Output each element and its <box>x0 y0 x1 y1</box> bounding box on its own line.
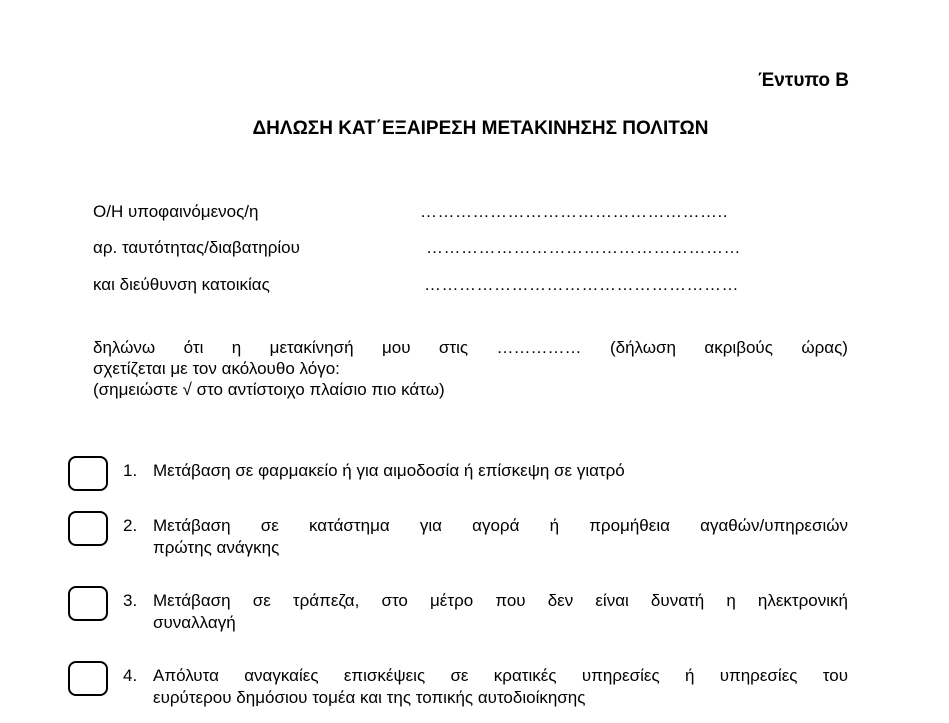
form-id-label: Έντυπο Β <box>758 70 849 91</box>
declaration-word: ώρας) <box>801 338 848 357</box>
reason-number: 3. <box>123 591 138 610</box>
name-label: Ο/Η υποφαινόμενος/η <box>93 202 259 221</box>
declaration-word: δηλώνω <box>93 338 156 357</box>
form-title: ΔΗΛΩΣΗ ΚΑΤ΄ΕΞΑΙΡΕΣΗ ΜΕΤΑΚΙΝΗΣΗΣ ΠΟΛΙΤΩΝ <box>252 118 709 139</box>
name-field <box>93 202 728 222</box>
declaration-instruction: (σημειώστε √ στο αντίστοιχο πλαίσιο πιο κάτω) <box>93 380 445 399</box>
reason-text: Μετάβαση σε κατάστημα για αγορά ή προμήθεια αγαθών/υπηρεσιών <box>153 516 848 535</box>
time-input-line[interactable]: …………… <box>496 338 582 357</box>
declaration-word: η <box>231 338 242 357</box>
id-input-line[interactable]: ……………………………………………… <box>426 238 741 257</box>
reason-checkbox-1[interactable] <box>68 456 108 491</box>
declaration-word: (δήλωση <box>609 338 676 357</box>
reason-checkbox-2[interactable] <box>68 511 108 546</box>
id-label: αρ. ταυτότητας/διαβατηρίου <box>93 238 300 257</box>
declaration-line-2: σχετίζεται με τον ακόλουθο λόγο: <box>93 359 340 378</box>
name-input-line[interactable]: …………………………………………….. <box>420 202 728 221</box>
id-field <box>93 238 741 258</box>
reason-number: 4. <box>123 666 138 685</box>
reason-text-continued: συναλλαγή <box>153 613 236 632</box>
reason-text: Μετάβαση σε τράπεζα, στο μέτρο που δεν είναι δυνατή η ηλεκτρονική <box>153 591 848 610</box>
declaration-word: ακριβούς <box>704 338 773 357</box>
declaration-word: μετακίνησή <box>269 338 354 357</box>
declaration-text <box>93 337 848 400</box>
reason-number: 1. <box>123 461 138 480</box>
declaration-line-1 <box>93 337 848 358</box>
reason-number: 2. <box>123 516 138 535</box>
reason-text: Απόλυτα αναγκαίες επισκέψεις σε κρατικές υπηρεσίες ή υπηρεσίες του <box>153 666 848 685</box>
address-field <box>93 275 739 295</box>
reason-text-continued: ευρύτερου δημόσιου τομέα και της τοπικής αυτοδιοίκησης <box>153 688 586 707</box>
declaration-word: μου <box>381 338 411 357</box>
declaration-word: ότι <box>183 338 204 357</box>
address-input-line[interactable]: ……………………………………………… <box>424 275 739 294</box>
reason-checkbox-4[interactable] <box>68 661 108 696</box>
declaration-word: στις <box>438 338 469 357</box>
reason-checkbox-3[interactable] <box>68 586 108 621</box>
reason-text: Μετάβαση σε φαρμακείο ή για αιμοδοσία ή επίσκεψη σε γιατρό <box>153 461 625 480</box>
address-label: και διεύθυνση κατοικίας <box>93 275 270 294</box>
reason-text-continued: πρώτης ανάγκης <box>153 538 280 557</box>
